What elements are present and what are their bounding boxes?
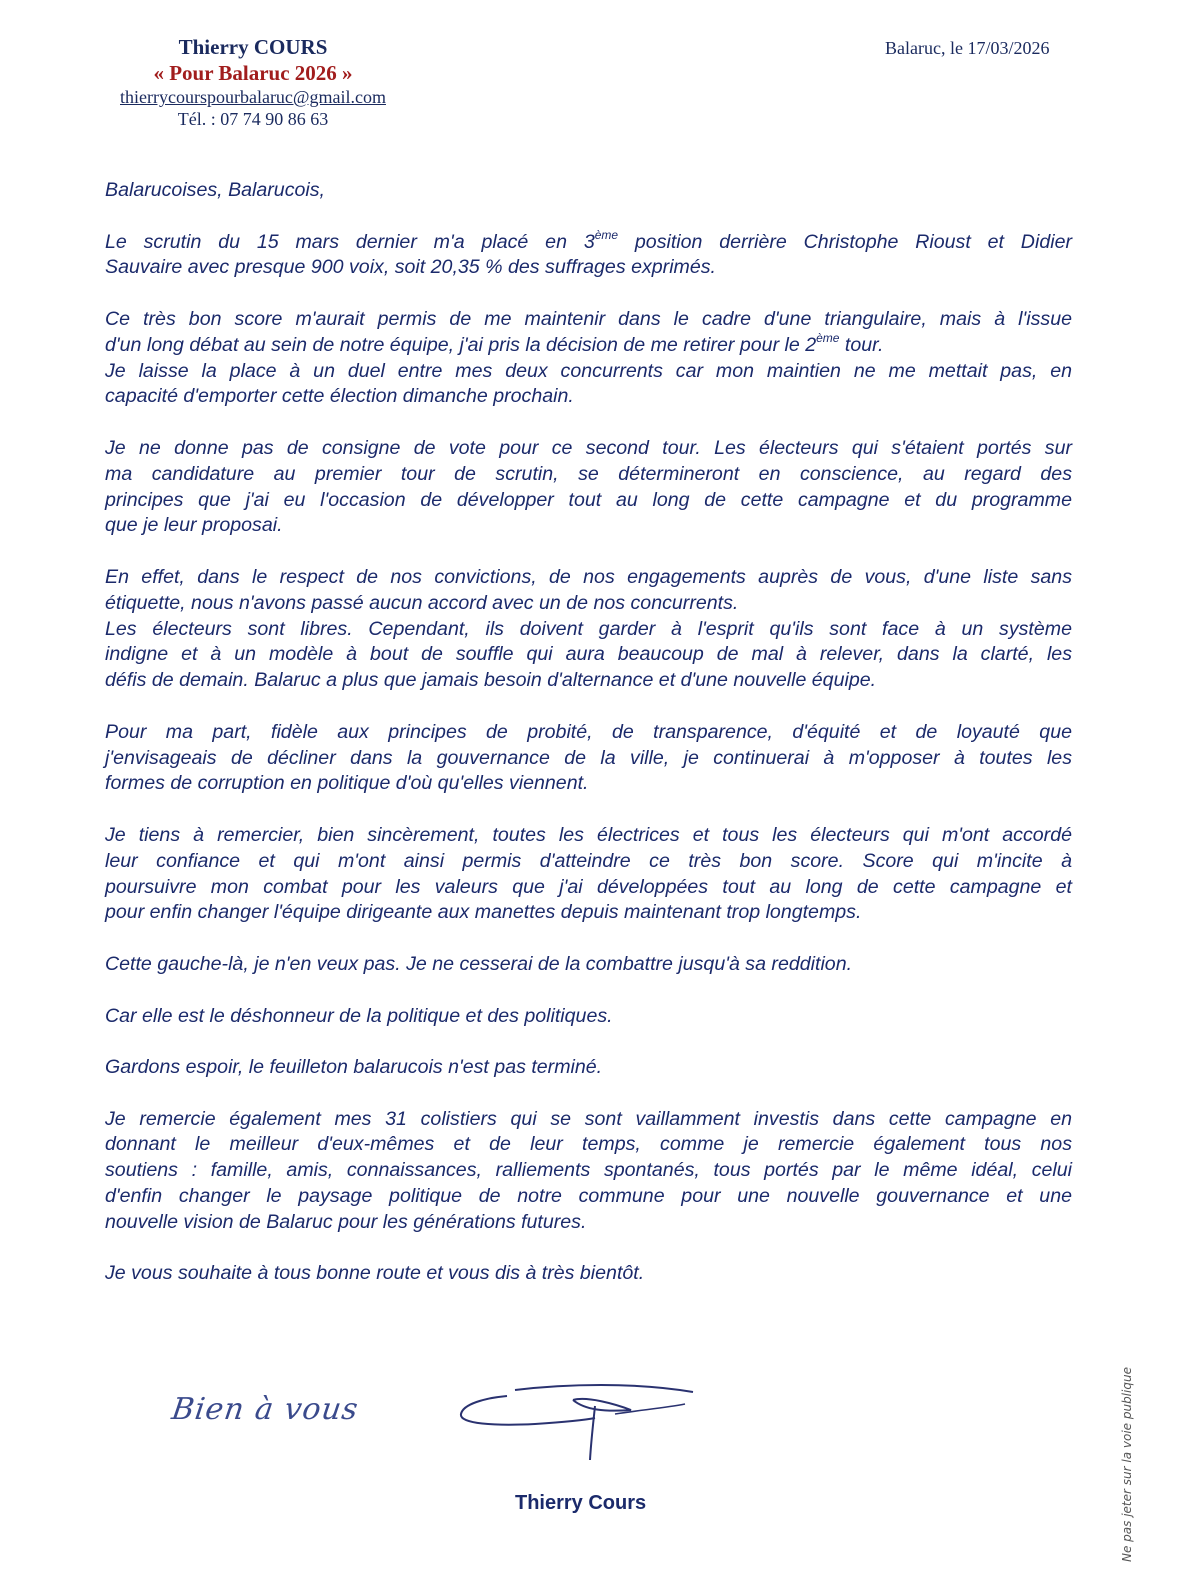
- text-line: [105, 488, 1072, 514]
- side-note: Ne pas jeter sur la voie publique: [1120, 1367, 1134, 1562]
- text-segment: capacité d'emporter cette élection dimanche prochain.: [105, 385, 574, 408]
- text-line: [105, 1261, 1072, 1287]
- superscript: ème: [816, 330, 840, 345]
- paragraph: [105, 1107, 1072, 1236]
- text-segment: leur confiance et qui m'ont ainsi permis d'atteindre ce très bon score. Score qui m'incite à: [105, 849, 1072, 872]
- text-segment: Le scrutin du 15 mars dernier m'a placé en 3: [105, 230, 595, 253]
- text-segment: d'un long débat au sein de notre équipe, j'ai pris la décision de me retirer pour le 2: [105, 333, 817, 356]
- text-line: [105, 1210, 1072, 1236]
- text-line: [105, 307, 1072, 333]
- text-line: [105, 746, 1072, 772]
- sender-email[interactable]: thierrycourspourbalaruc@gmail.com: [120, 87, 386, 107]
- text-segment: nouvelle vision de Balaruc pour les générations futures.: [105, 1210, 587, 1233]
- text-segment: j'envisageais de décliner dans la gouvernance de la ville, je continuerai à m'opposer à toutes les: [105, 746, 1072, 769]
- text-segment: Les électeurs sont libres. Cependant, ils doivent garder à l'esprit qu'ils sont face à un système: [105, 617, 1072, 640]
- paragraph: [105, 823, 1072, 926]
- text-segment: défis de demain. Balaruc a plus que jamais besoin d'alternance et d'une nouvelle équipe.: [105, 669, 877, 692]
- sender-name: Thierry COURS: [178, 35, 328, 59]
- text-line: [105, 720, 1072, 746]
- text-line: [105, 617, 1072, 643]
- text-line: [105, 668, 1072, 694]
- text-line: [105, 255, 1072, 281]
- text-line: [105, 849, 1072, 875]
- text-line: [105, 436, 1072, 462]
- text-segment: Car elle est le déshonneur de la politique et des politiques.: [105, 1004, 613, 1027]
- text-line: [105, 1055, 1072, 1081]
- text-segment: poursuivre mon combat pour les valeurs que j'ai développées tout au long de cette campagne et: [105, 875, 1072, 898]
- text-segment: En effet, dans le respect de nos convictions, de nos engagements auprès de vous, d'une liste sans: [105, 565, 1072, 588]
- text-line: [105, 359, 1072, 385]
- text-line: [105, 1184, 1072, 1210]
- text-line: [105, 565, 1072, 591]
- paragraph: [105, 952, 1072, 978]
- text-line: [105, 875, 1072, 901]
- text-line: [105, 823, 1072, 849]
- text-segment: Je remercie également mes 31 colistiers qui se sont vaillamment investis dans cette campagne en: [105, 1107, 1072, 1130]
- text-line: [105, 952, 1072, 978]
- text-segment: donnant le meilleur d'eux-mêmes et de leur temps, comme je remercie également tous nos: [105, 1133, 1072, 1156]
- paragraph: [105, 227, 1072, 282]
- text-line: [105, 642, 1072, 668]
- paragraph: [105, 307, 1072, 410]
- sender-phone: Tél. : 07 74 90 86 63: [177, 109, 329, 129]
- text-line: [105, 900, 1072, 926]
- text-segment: formes de corruption en politique d'où qu'elles viennent.: [105, 772, 589, 795]
- text-segment: indigne et à un modèle à bout de souffle qui aura beaucoup de mal à relever, dans la clarté, les: [105, 643, 1072, 666]
- handwritten-signature: [455, 1380, 705, 1465]
- text-segment: Cette gauche-là, je n'en veux pas. Je ne cesserai de la combattre jusqu'à sa reddition.: [105, 952, 853, 975]
- handwritten-closing: Bien à vous: [169, 1392, 361, 1427]
- text-line: [105, 591, 1072, 617]
- text-segment: Sauvaire avec presque 900 voix, soit 20,35 % des suffrages exprimés.: [105, 256, 717, 279]
- text-segment: étiquette, nous n'avons passé aucun accord avec un de nos concurrents.: [105, 591, 739, 614]
- text-segment: Je laisse la place à un duel entre mes deux concurrents car mon maintien ne me mettait pas, en: [105, 359, 1072, 382]
- text-segment: que je leur proposai.: [105, 514, 283, 537]
- salutation: [105, 178, 1072, 204]
- text-segment: Je ne donne pas de consigne de vote pour ce second tour. Les électeurs qui s'étaient portés sur: [105, 436, 1072, 459]
- text-line: [105, 771, 1072, 797]
- paragraph: [105, 436, 1072, 539]
- text-line: [105, 227, 1072, 256]
- paragraph: [105, 720, 1072, 797]
- text-segment: Ce très bon score m'aurait permis de me maintenir dans le cadre d'une triangulaire, mais à l'issue: [105, 307, 1072, 330]
- text-segment: principes que j'ai eu l'occasion de développer tout au long de cette campagne et du programme: [105, 488, 1072, 511]
- text-line: [105, 1004, 1072, 1030]
- signature-name: Thierry Cours: [515, 1492, 647, 1514]
- text-line: [105, 384, 1072, 410]
- text-segment: Je tiens à remercier, bien sincèrement, toutes les électrices et tous les électeurs qui m'ont accordé: [105, 823, 1072, 846]
- text-line: [105, 178, 1072, 204]
- text-segment: Balarucoises, Balarucois,: [105, 179, 325, 201]
- text-segment: tour.: [839, 333, 884, 356]
- superscript: ème: [594, 227, 619, 242]
- text-line: [105, 462, 1072, 488]
- campaign-slogan: « Pour Balaruc 2026 »: [153, 61, 353, 85]
- paragraph: [105, 1055, 1072, 1081]
- text-segment: position derrière Christophe Rioust et Didier: [618, 230, 1072, 253]
- paragraph: [105, 1004, 1072, 1030]
- letterhead: [80, 34, 426, 130]
- text-segment: Pour ma part, fidèle aux principes de probité, de transparence, d'équité et de loyauté que: [105, 720, 1072, 743]
- text-segment: ma candidature au premier tour de scrutin, se détermineront en conscience, au regard des: [105, 462, 1072, 485]
- text-segment: soutiens : famille, amis, connaissances, ralliements spontanés, tous portés par le même idéal, celui: [105, 1159, 1072, 1182]
- text-line: [105, 1158, 1072, 1184]
- text-line: [105, 330, 1072, 359]
- paragraph: [105, 1261, 1072, 1287]
- letter-body: [105, 178, 1072, 1313]
- text-segment: pour enfin changer l'équipe dirigeante aux manettes depuis maintenant trop longtemps.: [105, 901, 862, 924]
- text-line: [105, 513, 1072, 539]
- text-segment: Gardons espoir, le feuilleton balarucois n'est pas terminé.: [105, 1056, 603, 1079]
- text-segment: Je vous souhaite à tous bonne route et vous dis à très bientôt.: [105, 1262, 645, 1285]
- text-line: [105, 1107, 1072, 1133]
- text-segment: d'enfin changer le paysage politique de notre commune pour une nouvelle gouvernance et une: [105, 1185, 1072, 1208]
- place-date: Balaruc, le 17/03/2026: [885, 38, 1050, 58]
- paragraph: [105, 565, 1072, 694]
- text-line: [105, 1132, 1072, 1158]
